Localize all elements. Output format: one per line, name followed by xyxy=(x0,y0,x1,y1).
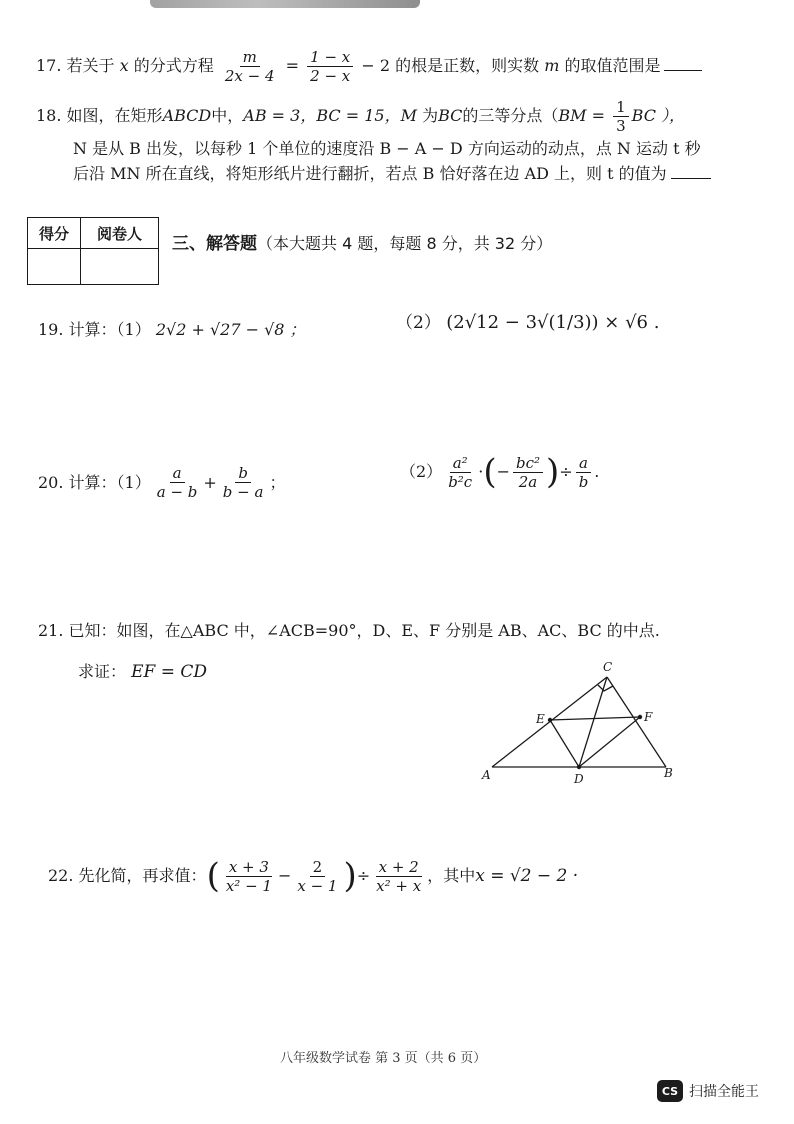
q17-text-tail: − 2 的根是正数，则实数 xyxy=(361,56,540,75)
q20-end: . xyxy=(594,462,600,481)
segment-ED xyxy=(550,720,579,767)
question-21-prove xyxy=(78,661,207,683)
q20-fraction-5: $\frac{a}{b}$ xyxy=(576,454,592,491)
question-number: 22. xyxy=(48,866,74,885)
q20-dot: · xyxy=(478,462,484,481)
label-F: F xyxy=(644,710,653,724)
point-E xyxy=(548,718,552,722)
question-19 xyxy=(38,319,306,341)
question-17 xyxy=(36,48,702,85)
q18-text-e: 为 xyxy=(422,106,439,125)
section-3-heading xyxy=(172,229,552,254)
q20-fraction-2: $\frac{b}{b - a}$ xyxy=(222,464,264,501)
q19-label: 计算：（1） xyxy=(68,320,151,339)
q21-statement: 已知：如图，在△ABC 中，∠ACB=90°，D、E、F 分别是 AB、AC、BC 的中点. xyxy=(68,621,660,640)
q19-part-2-expr: (2√12 − 3√(1/3)) × √6 . xyxy=(446,312,660,333)
q20-negative: − xyxy=(496,462,510,481)
section-title: 三、解答题 xyxy=(172,234,257,254)
question-number: 21. xyxy=(38,621,64,640)
q20-fraction-4: $\frac{\text{bc²}}{2a}$ xyxy=(513,454,543,491)
scan-artifact xyxy=(150,0,420,8)
q22-minus: − xyxy=(277,866,292,885)
q20-plus: + xyxy=(203,472,217,492)
label-D: D xyxy=(574,772,584,786)
question-number: 19. xyxy=(38,320,64,339)
q20-semicolon: ； xyxy=(269,472,286,492)
point-D xyxy=(577,765,581,769)
q22-paren-left: ( xyxy=(206,856,220,896)
question-18-line-3 xyxy=(73,163,711,185)
q18-text-a: 如图，在矩形 xyxy=(66,106,163,125)
segment-BC xyxy=(607,677,666,767)
score-header: 得分 xyxy=(28,218,81,249)
q17-var: x xyxy=(119,56,129,75)
q18-text-h: BM = xyxy=(558,106,606,125)
q18-line-3-text: 后沿 MN 所在直线，将矩形纸片进行翻折，若点 B 恰好落在边 AD 上，则 t 的值为 xyxy=(73,164,667,183)
q18-text-g: 的三等分点（ xyxy=(462,106,559,125)
q19-part-1: 2√2 + √27 − √8 ； xyxy=(155,320,306,339)
scanner-brand-name: 扫描全能王 xyxy=(689,1084,759,1100)
label-E: E xyxy=(536,712,545,726)
grader-cell[interactable] xyxy=(81,249,158,284)
q20-label: 计算：（1） xyxy=(68,472,151,492)
label-C: C xyxy=(603,660,613,674)
scanner-watermark xyxy=(657,1080,759,1102)
page-footer: 八年级数学试卷 第 3 页（共 6 页） xyxy=(280,1051,487,1066)
question-20 xyxy=(38,464,285,501)
q18-text-c: 中， xyxy=(211,106,244,125)
answer-blank[interactable] xyxy=(671,178,711,179)
q17-text-pre: 若关于 xyxy=(66,56,115,75)
q18-text-b: ABCD xyxy=(162,106,212,125)
question-18-line-2: N 是从 B 出发，以每秒 1 个单位的速度沿 B − A − D 方向运动的动点，点 N 运动 t 秒 xyxy=(73,139,701,158)
q21-prove-statement: EF = CD xyxy=(131,662,208,682)
q18-text-i: BC ）， xyxy=(631,106,686,125)
q17-equals: = xyxy=(285,56,300,75)
q18-fraction: $\frac{1}{3}$ xyxy=(613,98,629,135)
q18-text-d: AB = 3，BC = 15，M xyxy=(243,106,417,125)
q17-fraction-1: $\frac{m}{2x - 4}$ xyxy=(224,48,275,85)
q18-text-f: BC xyxy=(438,106,463,125)
section-note: （本大题共 4 题，每题 8 分，共 32 分） xyxy=(257,234,553,253)
segment-FD xyxy=(579,717,640,767)
question-number: 18. xyxy=(36,106,62,125)
triangle-figure xyxy=(470,655,690,790)
question-19-part-2 xyxy=(396,312,659,334)
q17-text-post: 的取值范围是 xyxy=(564,56,661,75)
q22-tail: ，其中 xyxy=(427,866,476,885)
scanner-logo-icon: CS xyxy=(657,1080,683,1102)
question-21 xyxy=(38,620,660,642)
q22-fraction-1: $\frac{x + 3}{\text{x² − 1}}$ xyxy=(225,857,272,895)
q17-var2: m xyxy=(544,56,560,75)
question-22 xyxy=(48,856,578,896)
label-B: B xyxy=(664,766,673,780)
q20-fraction-3: $\frac{\text{a²}}{\text{b²c}}$ xyxy=(448,453,473,491)
answer-blank[interactable] xyxy=(664,70,702,71)
q22-value: x = √2 − 2 · xyxy=(475,866,579,886)
q21-prove-label: 求证： xyxy=(78,662,127,681)
q22-label: 先化简，再求值： xyxy=(78,866,207,885)
q22-fraction-3: $\frac{x + 2}{\text{x² + x}}$ xyxy=(376,857,422,895)
q22-paren-right: ) xyxy=(343,856,357,896)
point-F xyxy=(638,715,642,719)
question-18-line-1 xyxy=(36,98,685,135)
score-box xyxy=(27,217,159,285)
grader-header: 阅卷人 xyxy=(81,218,158,249)
q22-fraction-2: $\frac{2}{x - 1}$ xyxy=(297,857,338,895)
q17-text-mid: 的分式方程 xyxy=(133,56,214,75)
question-20-part-2 xyxy=(400,452,599,492)
question-number: 20. xyxy=(38,472,64,492)
q20-paren-left: ( xyxy=(483,452,497,492)
score-cell[interactable] xyxy=(28,249,81,284)
q20-paren-right: ) xyxy=(546,452,560,492)
q19-part-2-label: （2） xyxy=(396,313,441,333)
q20-fraction-1: $\frac{a}{a - b}$ xyxy=(156,464,198,501)
question-number: 17. xyxy=(36,56,62,75)
q22-divide: ÷ xyxy=(356,866,371,885)
q20-part-2-label: （2） xyxy=(400,462,443,481)
right-angle-mark xyxy=(598,685,613,691)
label-A: A xyxy=(482,768,491,782)
q17-fraction-2: $\frac{1 - x}{2 - x}$ xyxy=(307,48,353,85)
q20-divide: ÷ xyxy=(559,462,573,481)
